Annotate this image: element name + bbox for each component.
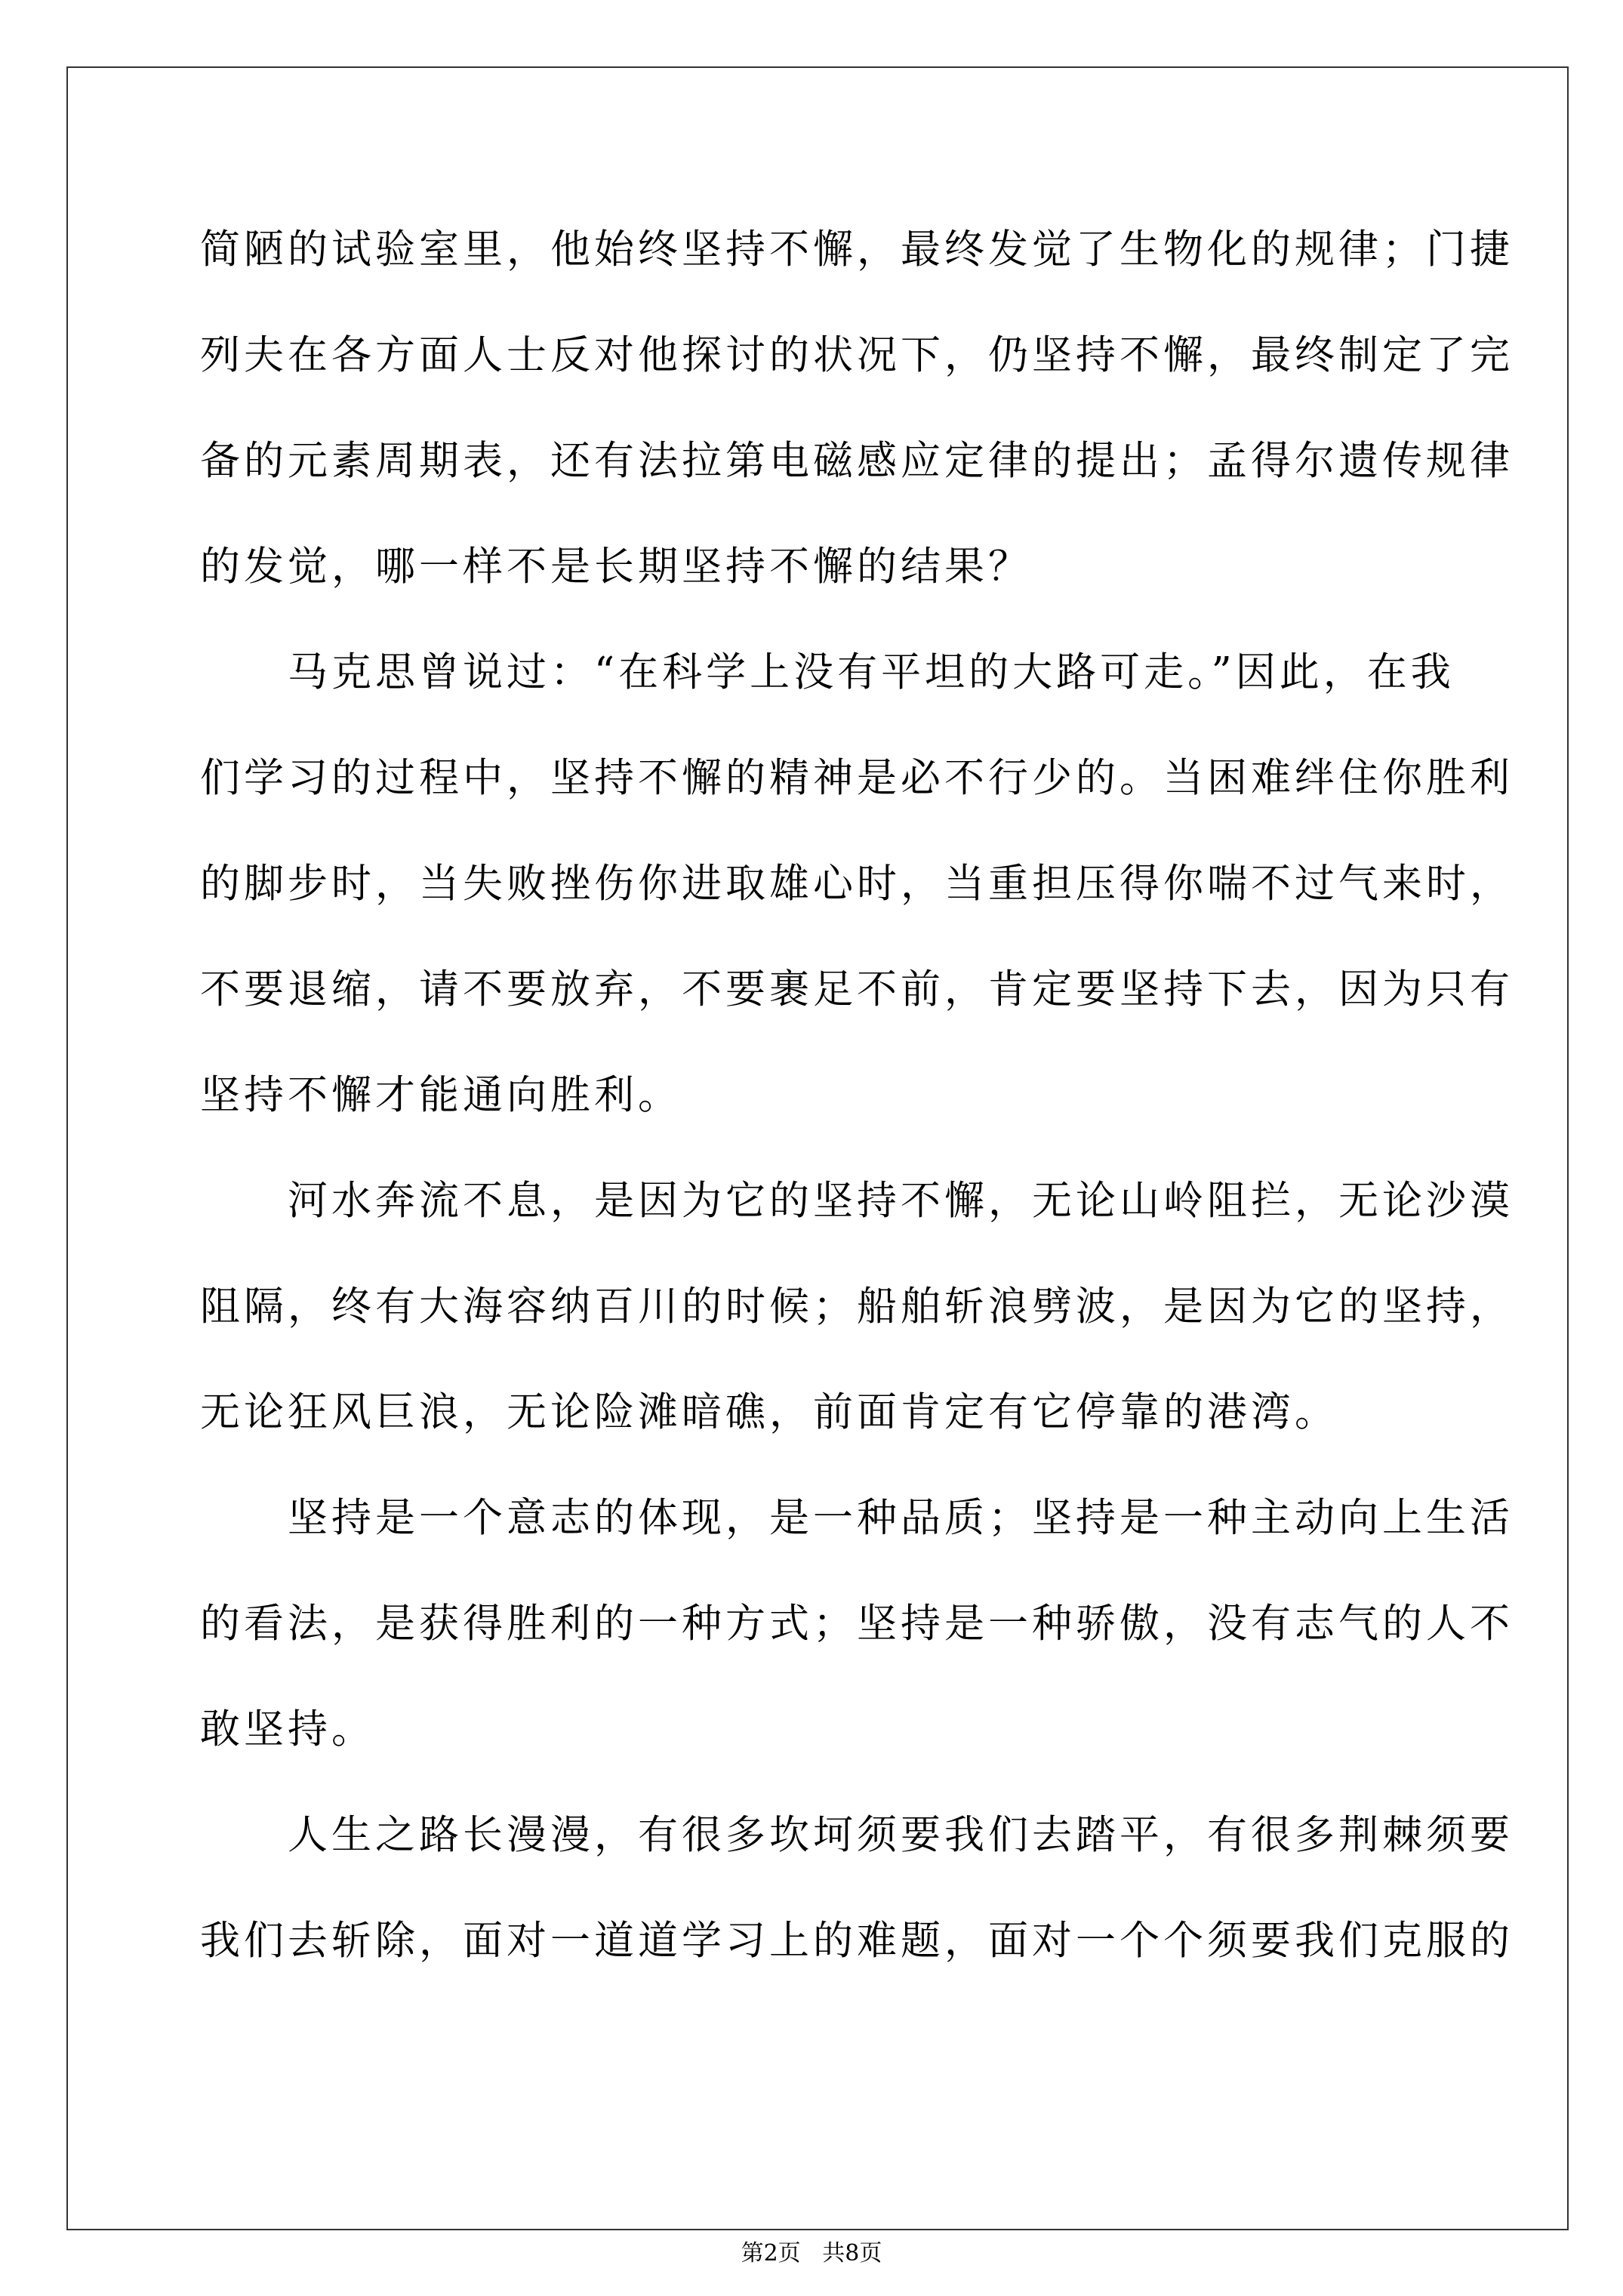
text-line: 不要退缩，请不要放弃，不要裹足不前，肯定要坚持下去，因为只有 [200, 966, 1514, 1012]
text-line: 坚持不懈才能通向胜利。 [200, 1072, 682, 1118]
page-total: 共8页 [822, 2240, 882, 2267]
text-line: 阻隔，终有大海容纳百川的时候；船舶斩浪劈波，是因为它的坚持， [200, 1284, 1514, 1330]
page-border [66, 66, 1569, 2230]
text-line: 备的元素周期表，还有法拉第电磁感应定律的提出；孟得尔遗传规律 [200, 438, 1514, 484]
text-line: 我们去斩除，面对一道道学习上的难题，面对一个个须要我们克服的 [200, 1918, 1514, 1964]
text-line: 的发觉，哪一样不是长期坚持不懈的结果？ [200, 544, 1032, 590]
text-line: 马克思曾说过：“在科学上没有平坦的大路可走。”因此，在我 [200, 649, 1455, 695]
page-number: 第2页 [741, 2240, 801, 2267]
text-line: 的脚步时，当失败挫伤你进取雄心时，当重担压得你喘不过气来时， [200, 861, 1514, 907]
text-line: 河水奔流不息，是因为它的坚持不懈，无论山岭阻拦，无论沙漠 [200, 1178, 1514, 1224]
text-line: 列夫在各方面人士反对他探讨的状况下，仍坚持不懈，最终制定了完 [200, 332, 1514, 378]
text-line: 无论狂风巨浪，无论险滩暗礁，前面肯定有它停靠的港湾。 [200, 1389, 1338, 1435]
text-line: 们学习的过程中，坚持不懈的精神是必不行少的。当困难绊住你胜利 [200, 755, 1514, 801]
text-line: 敢坚持。 [200, 1706, 375, 1752]
text-line: 人生之路长漫漫，有很多坎坷须要我们去踏平，有很多荆棘须要 [200, 1812, 1514, 1858]
text-line: 的看法，是获得胜利的一种方式；坚持是一种骄傲，没有志气的人不 [200, 1601, 1514, 1647]
text-line: 坚持是一个意志的体现，是一种品质；坚持是一种主动向上生活 [200, 1495, 1514, 1541]
page-footer [0, 2239, 1623, 2269]
text-line: 简陋的试验室里，他始终坚持不懈，最终发觉了生物化的规律；门捷 [200, 227, 1514, 273]
